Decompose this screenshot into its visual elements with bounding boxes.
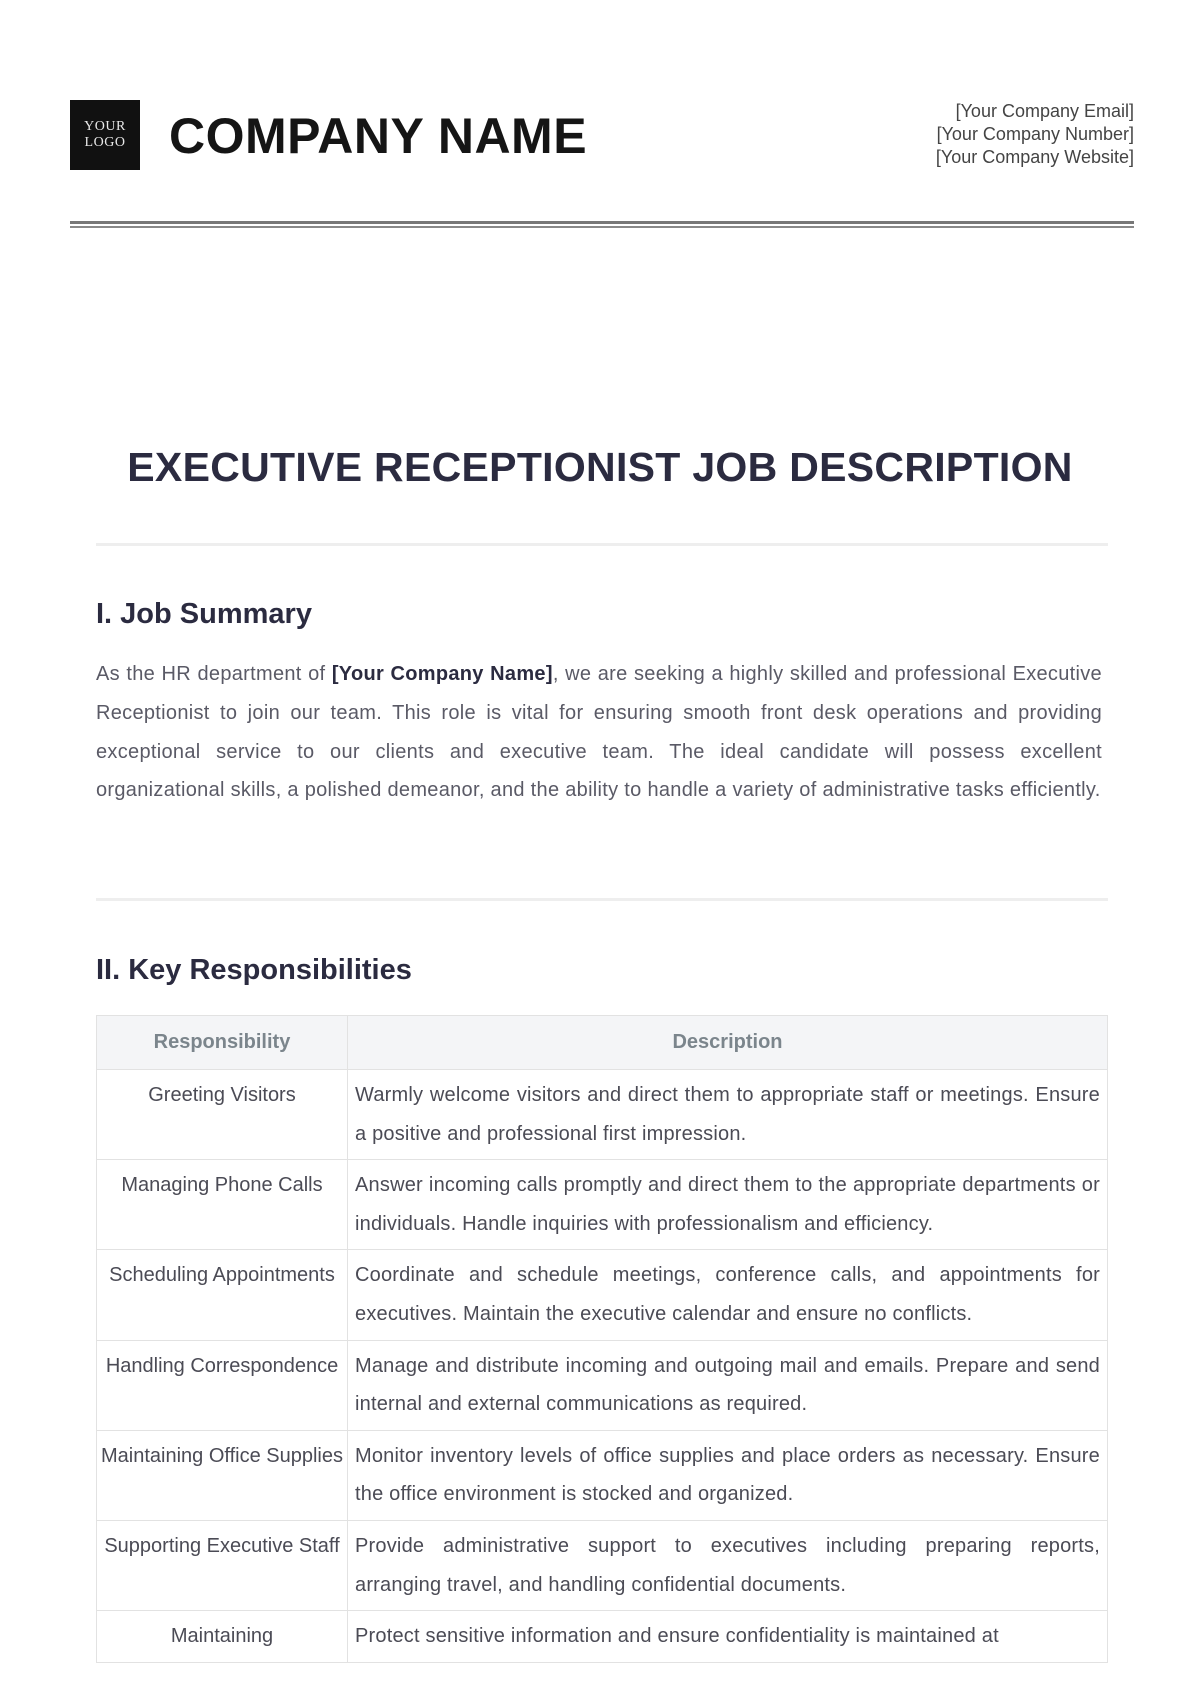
- header-double-rule: [70, 221, 1134, 228]
- table-row: [97, 1160, 1108, 1250]
- section-divider: [96, 543, 1108, 546]
- logo-text-line1: YOUR: [84, 119, 126, 134]
- description-cell: Protect sensitive information and ensure confidentiality is maintained at: [348, 1611, 1108, 1663]
- responsibility-cell: Scheduling Appointments: [97, 1250, 348, 1340]
- table-row: [97, 1520, 1108, 1610]
- responsibility-cell: Maintaining: [97, 1611, 348, 1663]
- section-divider: [96, 898, 1108, 901]
- responsibilities-table: [96, 1015, 1108, 1663]
- summary-text-rest: , we are seeking a highly skilled and professional Executive Receptionist to join our team. This role is vital for ensuring smooth front desk operations and providing exceptional service to our clients and executive team. The ideal candidate will possess excellent organizational skills, a polished demeanor, and the ability to handle a variety of administrative tasks efficiently.: [96, 663, 1102, 802]
- description-cell: Answer incoming calls promptly and direct them to the appropriate departments or individuals. Handle inquiries with professionalism and efficiency.: [348, 1160, 1108, 1250]
- column-header-description: Description: [348, 1016, 1108, 1070]
- section-heading-key-responsibilities: II. Key Responsibilities: [96, 954, 412, 986]
- company-website: [Your Company Website]: [935, 147, 1134, 167]
- document-title: EXECUTIVE RECEPTIONIST JOB DESCRIPTION: [127, 444, 1073, 490]
- responsibility-cell: Managing Phone Calls: [97, 1160, 348, 1250]
- description-cell: Monitor inventory levels of office supplies and place orders as necessary. Ensure the office environment is stocked and organized.: [348, 1430, 1108, 1520]
- section-heading-job-summary: I. Job Summary: [96, 598, 312, 630]
- company-contact-block: [936, 100, 1134, 169]
- description-cell: Provide administrative support to executives including preparing reports, arranging travel, and handling confidential documents.: [348, 1520, 1108, 1610]
- column-header-responsibility: Responsibility: [97, 1016, 348, 1070]
- table-row: [97, 1250, 1108, 1340]
- table-header-row: [97, 1016, 1108, 1070]
- responsibility-cell: Maintaining Office Supplies: [97, 1430, 348, 1520]
- company-logo: [70, 100, 140, 170]
- table-row: [97, 1340, 1108, 1430]
- description-cell: Warmly welcome visitors and direct them to appropriate staff or meetings. Ensure a positive and professional first impression.: [348, 1070, 1108, 1160]
- table-row: [97, 1070, 1108, 1160]
- logo-text-line2: LOGO: [84, 135, 126, 150]
- responsibility-cell: Greeting Visitors: [97, 1070, 348, 1160]
- table-row: [97, 1430, 1108, 1520]
- company-name: COMPANY NAME: [169, 108, 588, 164]
- description-cell: Manage and distribute incoming and outgoing mail and emails. Prepare and send internal and external communications as required.: [348, 1340, 1108, 1430]
- responsibility-cell: Supporting Executive Staff: [97, 1520, 348, 1610]
- letterhead: [70, 100, 1134, 172]
- company-name-placeholder: [Your Company Name]: [331, 663, 553, 685]
- responsibility-cell: Handling Correspondence: [97, 1340, 348, 1430]
- table-row: [97, 1611, 1108, 1663]
- company-number: [Your Company Number]: [936, 124, 1134, 144]
- company-email: [Your Company Email]: [955, 101, 1134, 121]
- job-summary-paragraph: [96, 655, 1102, 810]
- summary-text-start: As the HR department of: [96, 663, 332, 685]
- description-cell: Coordinate and schedule meetings, conference calls, and appointments for executives. Maintain the executive calendar and ensure no conflicts.: [348, 1250, 1108, 1340]
